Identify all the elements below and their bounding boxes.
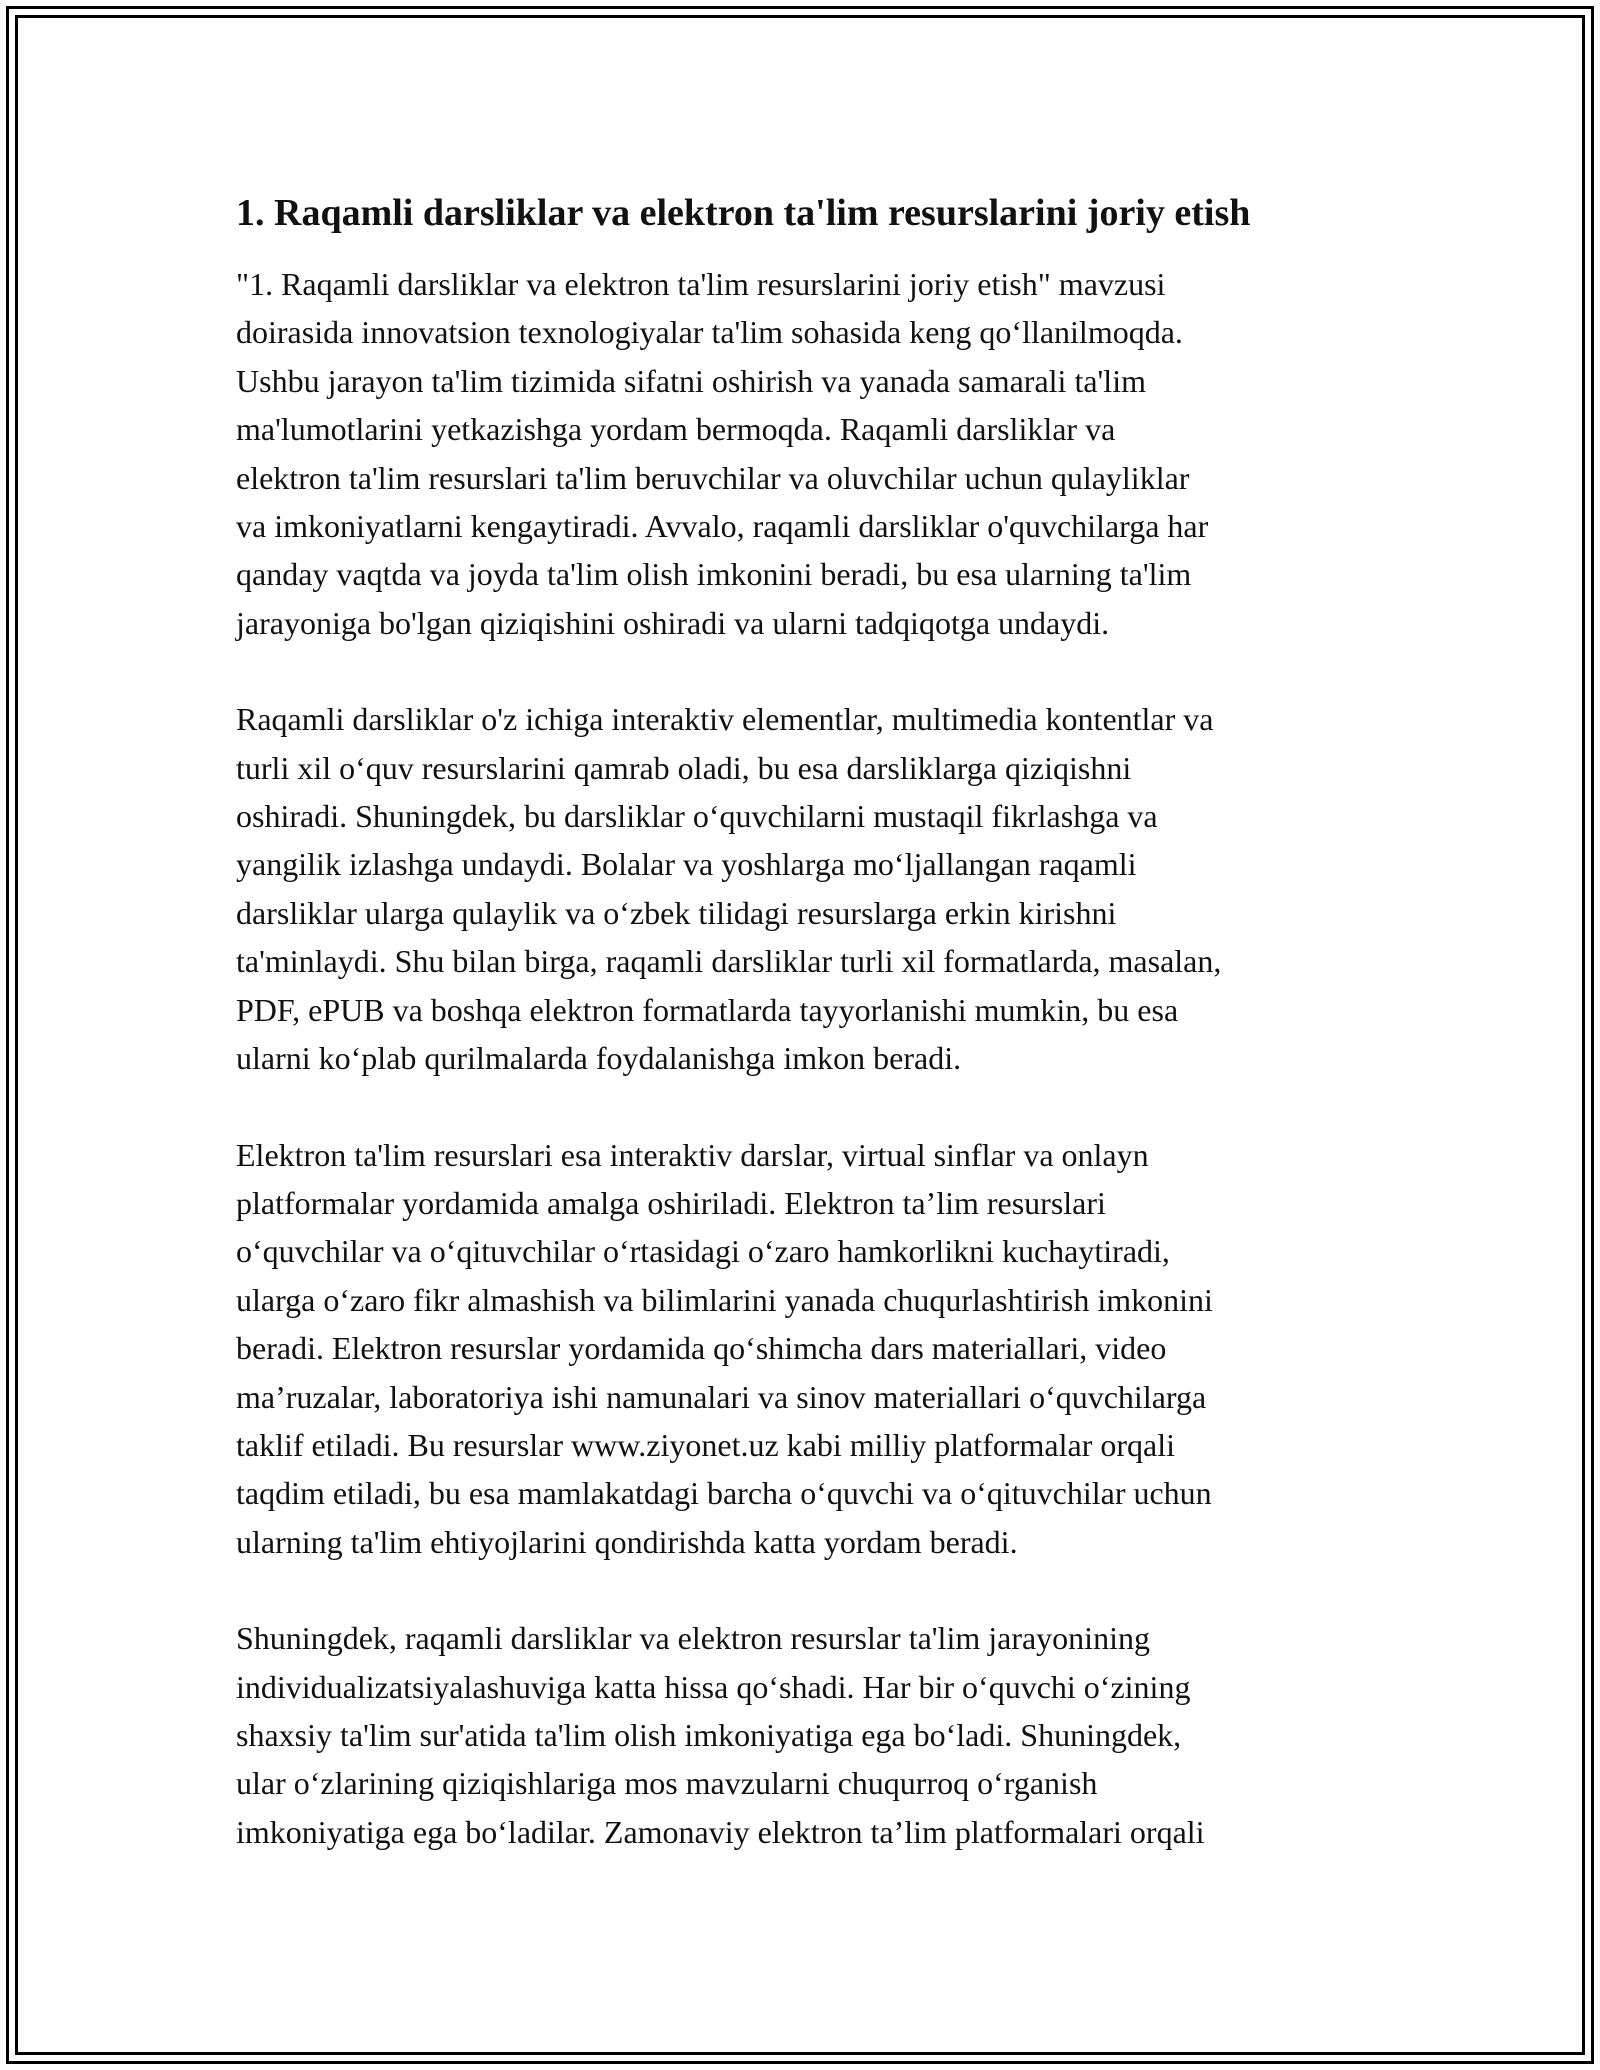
paragraph-2: Raqamli darsliklar o'z ichiga interaktiv elementlar, multimedia kontentlar va turli xil o‘quv resurslarini qamrab oladi, bu esa darsliklarga qiziqishni oshiradi. Shuningdek, bu darsliklar o‘quvchilarni mustaqil fikrlashga va yangilik izlashga undaydi. Bolalar va yoshlarga mo‘ljallangan raqamli darsliklar ularga qulaylik va o‘zbek tilidagi resurslarga erkin kirishni ta'minlaydi. Shu bilan birga, raqamli darsliklar turli xil formatlarda, masalan, PDF, ePUB va boshqa elektron formatlarda tayyorlanishi mumkin, bu esa ularni ko‘plab qurilmalarda foydalanishga imkon beradi. bbox=[236, 701, 1222, 1077]
paragraph-3: Elektron ta'lim resurslari esa interaktiv darslar, virtual sinflar va onlayn platformalar yordamida amalga oshiriladi. Elektron ta’lim resurslari o‘quvchilar va o‘qituvchilar o‘rtasidagi o‘zaro hamkorlikni kuchaytiradi, ularga o‘zaro fikr almashish va bilimlarini yanada chuqurlashtirish imkonini beradi. Elektron resurslar yordamida qo‘shimcha dars materiallari, video ma’ruzalar, laboratoriya ishi namunalari va sinov materiallari o‘quvchilarga taklif etiladi. Bu resurslar www.ziyonet.uz kabi milliy platformalar orqali taqdim etiladi, bu esa mamlakatdagi barcha o‘quvchi va o‘qituvchilar uchun ularning ta'lim ehtiyojlarini qondirishda katta yordam beradi. bbox=[236, 1136, 1213, 1560]
section-heading: 1. Raqamli darsliklar va elektron ta'lim resurslarini joriy etish bbox=[236, 192, 1251, 234]
document-body bbox=[236, 186, 1366, 1856]
paragraph-4: Shuningdek, raqamli darsliklar va elektron resurslar ta'lim jarayonining individualizatsiyalashuviga katta hissa qo‘shadi. Har bir o‘quvchi o‘zining shaxsiy ta'lim sur'atida ta'lim olish imkoniyatiga ega bo‘ladi. Shuningdek, ular o‘zlarining qiziqishlariga mos mavzularni chuqurroq o‘rganish imkoniyatiga ega bo‘ladilar. Zamonaviy elektron ta’lim platformalari orqali bbox=[236, 1620, 1205, 1850]
paragraph-1: "1. Raqamli darsliklar va elektron ta'lim resurslarini joriy etish" mavzusi doirasida innovatsion texnologiyalar ta'lim sohasida keng qo‘llanilmoqda. Ushbu jarayon ta'lim tizimida sifatni oshirish va yanada samarali ta'lim ma'lumotlarini yetkazishga yordam bermoqda. Raqamli darsliklar va elektron ta'lim resurslari ta'lim beruvchilar va oluvchilar uchun qulayliklar va imkoniyatlarni kengaytiradi. Avvalo, raqamli darsliklar o'quvchilarga har qanday vaqtda va joyda ta'lim olish imkonini beradi, bu esa ularning ta'lim jarayoniga bo'lgan qiziqishini oshiradi va ularni tadqiqotga undaydi. bbox=[236, 266, 1209, 641]
